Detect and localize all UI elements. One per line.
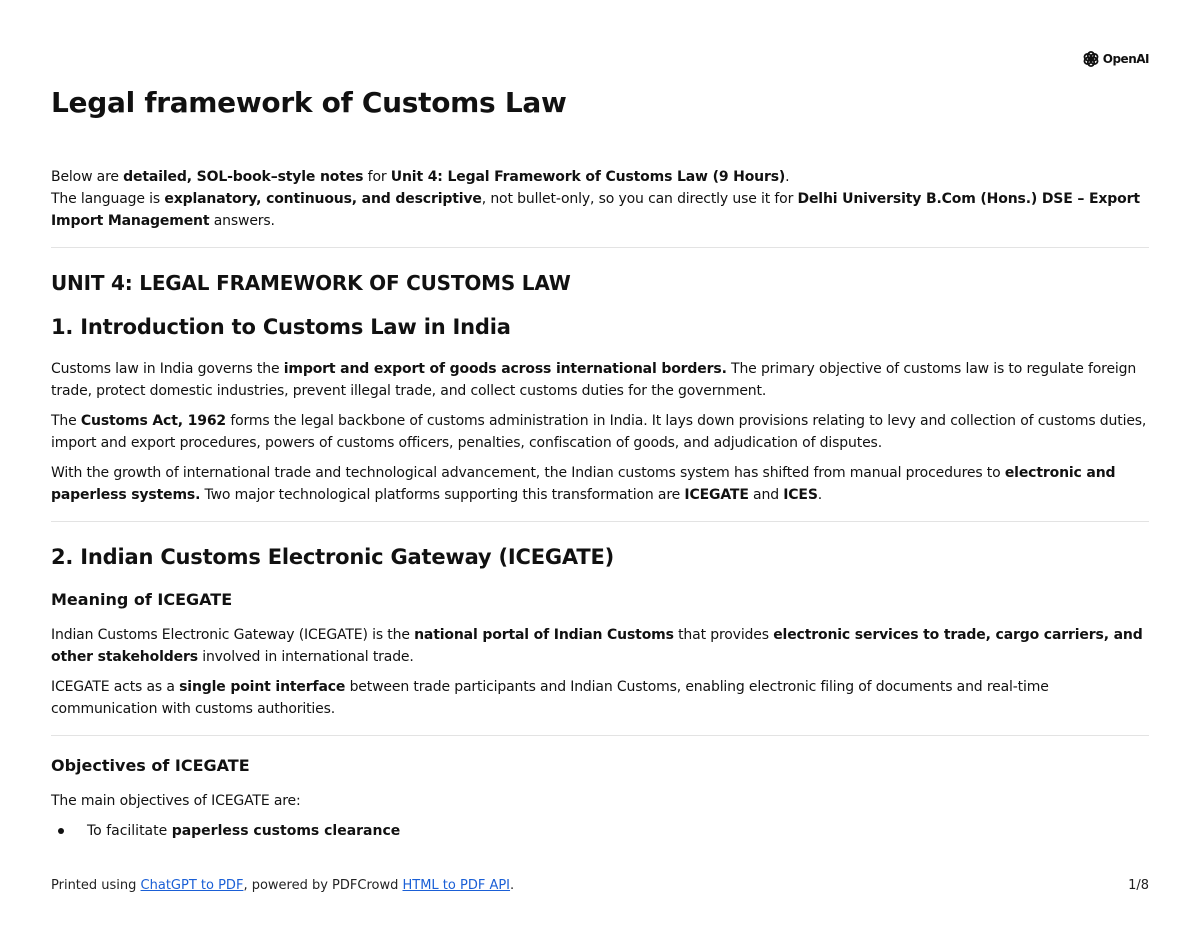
objectives-heading: Objectives of ICEGATE	[51, 756, 250, 775]
section-2-heading: 2. Indian Customs Electronic Gateway (ICEGATE)	[51, 545, 615, 569]
list-item: To facilitate paperless customs clearance	[51, 820, 1149, 842]
intro-line-1: Below are detailed, SOL-book–style notes for Unit 4: Legal Framework of Customs Law (9 Hours).	[51, 169, 790, 185]
section-1-paragraph-2: The Customs Act, 1962 forms the legal backbone of customs administration in India. It lays down provisions relating to levy and collection of customs duties, import and export procedures, powers of customs officers, penalties, confiscation of goods, and adjudication of disputes.	[51, 413, 1147, 451]
section-1-heading: 1. Introduction to Customs Law in India	[51, 315, 511, 339]
meaning-heading: Meaning of ICEGATE	[51, 590, 233, 609]
html-to-pdf-api-link[interactable]: HTML to PDF API	[402, 878, 511, 893]
unit-heading: UNIT 4: LEGAL FRAMEWORK OF CUSTOMS LAW	[51, 271, 571, 295]
page-footer	[51, 876, 1149, 896]
objectives-intro: The main objectives of ICEGATE are:	[51, 793, 301, 809]
section-1-paragraph-3: With the growth of international trade and technological advancement, the Indian customs system has shifted from manual procedures to electronic and paperless systems. Two major technological platforms supporting this transformation are ICEGATE and ICES.	[51, 465, 1116, 503]
footer-credit: Printed using ChatGPT to PDF, powered by PDFCrowd HTML to PDF API.	[51, 878, 515, 893]
chatgpt-to-pdf-link[interactable]: ChatGPT to PDF	[140, 878, 244, 893]
meaning-paragraph-1: Indian Customs Electronic Gateway (ICEGATE) is the national portal of Indian Customs that provides electronic services to trade, cargo carriers, and other stakeholders involved in international trade.	[51, 627, 1143, 665]
openai-logo-icon	[1082, 50, 1100, 68]
objectives-list	[51, 820, 1149, 842]
openai-logo	[1082, 50, 1149, 68]
document-content	[51, 84, 1149, 842]
bullet-icon	[58, 828, 64, 834]
divider	[51, 735, 1149, 736]
divider	[51, 521, 1149, 522]
section-1-paragraph-1: Customs law in India governs the import and export of goods across international borders. The primary objective of customs law is to regulate foreign trade, protect domestic industries, prevent illegal trade, and collect customs duties for the government.	[51, 361, 1137, 399]
page-number: 1/8	[1128, 878, 1149, 893]
openai-logo-text: OpenAI	[1102, 52, 1149, 66]
intro-line-2: The language is explanatory, continuous, and descriptive, not bullet-only, so you can directly use it for Delhi University B.Com (Hons.) DSE – Export Import Management answers.	[51, 191, 1140, 229]
page-title: Legal framework of Customs Law	[51, 86, 567, 119]
divider	[51, 247, 1149, 248]
meaning-paragraph-2: ICEGATE acts as a single point interface between trade participants and Indian Customs, enabling electronic filing of documents and real-time communication with customs authorities.	[51, 679, 1049, 717]
